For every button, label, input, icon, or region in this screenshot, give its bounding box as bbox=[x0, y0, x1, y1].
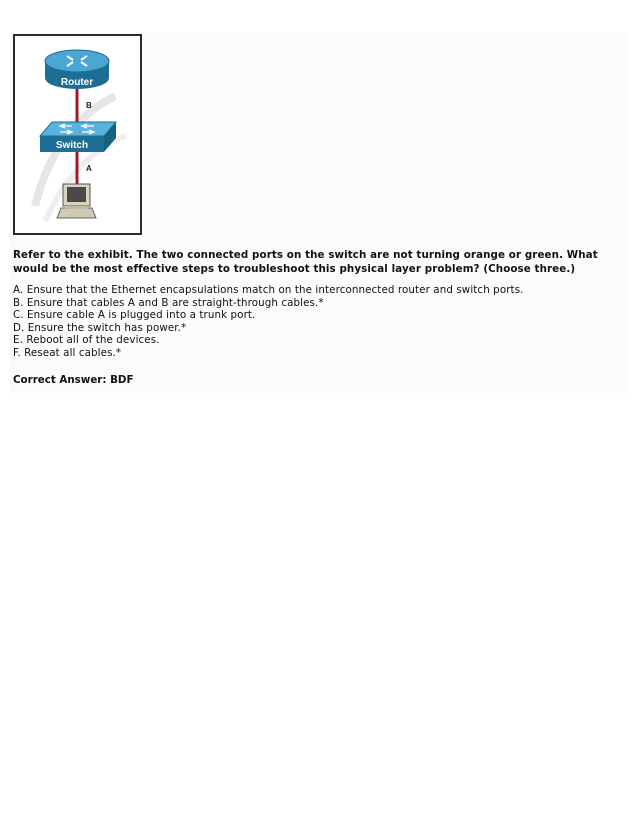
option-b: B. Ensure that cables A and B are straight-through cables.* bbox=[13, 296, 324, 309]
router-icon bbox=[45, 50, 109, 89]
option-f: F. Reseat all cables.* bbox=[13, 346, 122, 359]
option-d: D. Ensure the switch has power.* bbox=[13, 321, 187, 334]
question-text: Refer to the exhibit. The two connected ports on the switch are not turning orange or green. What would be the most effective steps to troubleshoot this physical layer problem? (Choose three.) bbox=[13, 249, 598, 275]
switch-label: Switch bbox=[55, 140, 89, 151]
answer-options bbox=[13, 284, 625, 359]
router-label: Router bbox=[60, 77, 94, 88]
correct-answer: Correct Answer: BDF bbox=[13, 374, 134, 386]
option-e: E. Reboot all of the devices. bbox=[13, 334, 160, 346]
pc-icon bbox=[57, 184, 96, 218]
network-exhibit bbox=[13, 34, 142, 235]
cable-b-label: B bbox=[86, 101, 92, 110]
network-diagram bbox=[15, 36, 140, 233]
option-c: C. Ensure cable A is plugged into a trunk port. bbox=[13, 309, 256, 321]
switch-icon bbox=[40, 122, 116, 152]
option-a: A. Ensure that the Ethernet encapsulations match on the interconnected router and switch ports. bbox=[13, 284, 524, 296]
cable-a-label: A bbox=[86, 164, 92, 173]
